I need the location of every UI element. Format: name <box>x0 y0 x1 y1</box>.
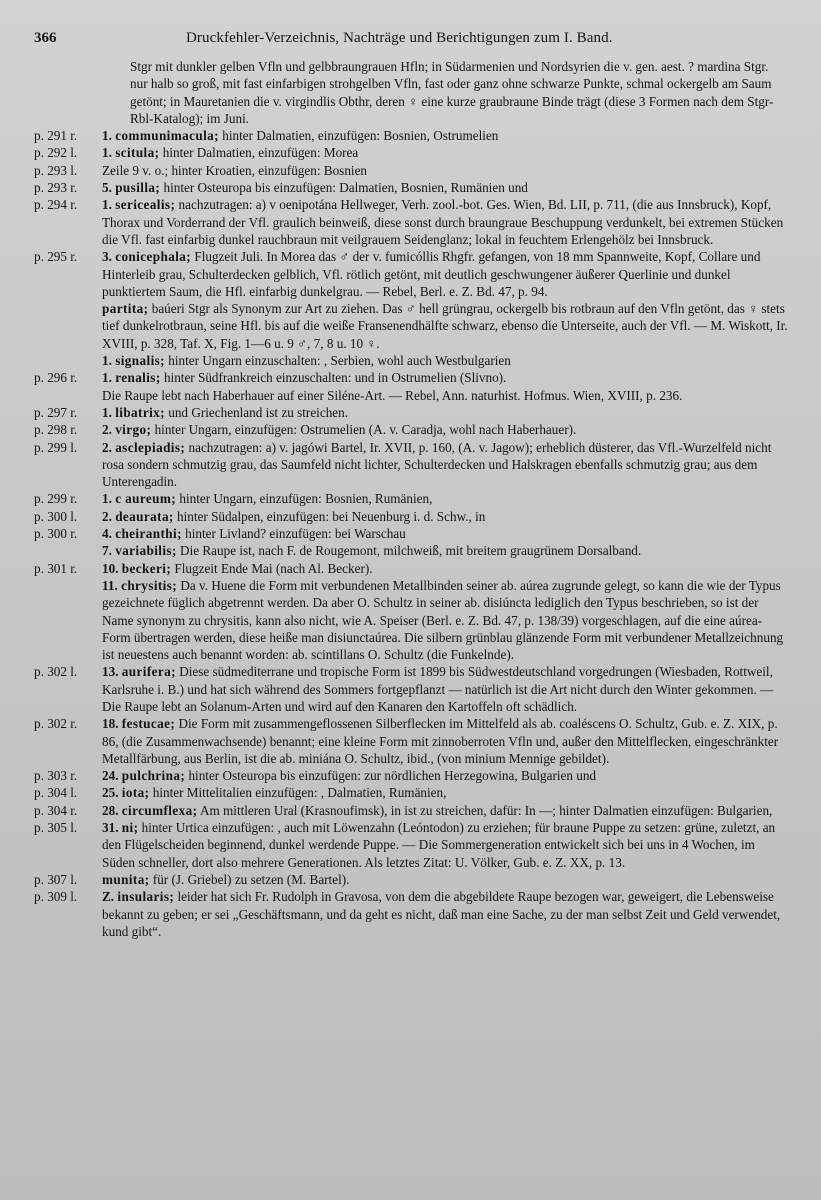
erratum-entry <box>34 715 789 767</box>
entry-number: 1. <box>102 128 116 144</box>
entry-number: 1. <box>102 197 116 213</box>
entry-text: baúeri Stgr als Synonym zur Art zu ziehen. Das ♂ hell grüngrau, ockergelb bis rotbraun auf den Vfln getönt, das ♀ stets tief dunkelrotbraun, seine Hfl. bis auf die weiße Fransenendhälfte schwarz, ebenso die Unterseite, auch der Vfl. — M. Wiskott, Ir. XVIII, p. 328, Taf. X, Fig. 1—6 u. 9 ♂, 7, 8 u. 10 ♀. <box>102 301 788 351</box>
page-reference: p. 299 r. <box>34 491 78 507</box>
page-reference: p. 303 r. <box>34 768 78 784</box>
erratum-entry <box>34 421 789 438</box>
entry-body <box>102 888 789 940</box>
entry-body <box>102 525 789 542</box>
erratum-entry <box>34 300 789 352</box>
page-reference: p. 301 r. <box>34 560 78 576</box>
entry-body <box>102 387 789 404</box>
species-name: conicephala; <box>115 249 192 265</box>
entry-text: Die Form mit zusammengeflossenen Silberflecken im Mittelfeld als ab. coaléscens O. Schultz, Gub. e. Z. XIX, p. 86, (die Zusammenwachsende) benannt; eine kleine Form mit zinnoberroten Vfln und, außer den Mittelflecken, eingeschränkter Metallfärbung, aus Berlin, ist die ab. miniána O. Schultz, ibid., (von minium Mennige gebildet). <box>102 716 779 766</box>
entry-number: 31. <box>102 820 122 836</box>
erratum-entry <box>34 767 789 784</box>
entry-number: 2. <box>102 422 116 438</box>
entry-number: 24. <box>102 768 122 784</box>
page-reference: p. 307 l. <box>34 871 78 887</box>
entry-text: hinter Ungarn, einzufügen: Bosnien, Rumänien, <box>176 491 433 507</box>
page-number: 366 <box>34 30 57 46</box>
page-reference <box>34 300 102 352</box>
page-reference: p. 302 l. <box>34 664 78 680</box>
entry-text: hinter Südalpen, einzufügen: bei Neuenburg i. d. Schw., in <box>173 508 486 524</box>
entries-list <box>34 127 789 940</box>
entry-number: Z. <box>102 889 118 905</box>
entry-body <box>102 196 789 248</box>
species-name: virgo; <box>115 422 152 438</box>
page-reference: p. 298 r. <box>34 422 78 438</box>
page-header <box>34 30 789 52</box>
species-name: sericealis; <box>115 197 176 213</box>
entry-text: hinter Livland? einzufügen: bei Warschau <box>181 526 406 542</box>
species-name: festucae; <box>121 716 176 732</box>
species-name: ni; <box>121 820 139 836</box>
entry-body <box>102 162 789 179</box>
entry-text: leider hat sich Fr. Rudolph in Gravosa, von dem die abgebildete Raupe bezogen war, geweigert, die Lebensweise bekannt zu geben; er sei „Geschäftsmann, und da geht es nicht, daß man eine Sache, zu der man selbst Zeit und Geld verwendet, kund gibt“. <box>102 889 781 939</box>
erratum-entry <box>34 560 789 577</box>
page-reference: p. 296 r. <box>34 370 78 386</box>
entry-text: nachzutragen: a) v. jagówi Bartel, Ir. XVII, p. 160, (A. v. Jagow); erheblich düsterer, das Vfl.-Wurzelfeld nicht rosa sondern schmutzig grau, das Saumfeld nicht lichter, Schulterdecken und Halskragen ebenfalls schmutzig grau; aus dem Unterengadin. <box>102 439 772 490</box>
page-reference: p. 297 r. <box>34 404 78 420</box>
erratum-entry <box>34 490 789 507</box>
entry-body <box>102 144 789 161</box>
entry-number: 18. <box>102 716 122 732</box>
entry-number: 10. <box>102 560 122 576</box>
entry-text: Die Raupe ist, nach F. de Rougemont, milchweiß, mit breitem graugrünem Dorsalband. <box>176 543 642 559</box>
entry-body <box>102 819 789 871</box>
erratum-entry <box>34 387 789 404</box>
entry-number: 1. <box>102 353 116 369</box>
page-reference <box>34 577 102 663</box>
erratum-entry <box>34 127 789 144</box>
entry-number: 3. <box>102 249 116 265</box>
species-name: c aureum; <box>115 491 177 507</box>
erratum-entry <box>34 525 789 542</box>
species-name: insularis; <box>117 889 175 905</box>
erratum-entry <box>34 577 789 663</box>
page-reference: p. 304 l. <box>34 785 78 801</box>
species-name: asclepiadis; <box>115 439 186 455</box>
entry-number: 1. <box>102 145 116 161</box>
entry-number: 1. <box>102 491 116 507</box>
page-reference: p. 293 l. <box>34 162 78 178</box>
entry-number: 13. <box>102 664 122 680</box>
species-name: communimacula; <box>115 128 219 144</box>
entry-number: 7. <box>102 543 116 559</box>
entry-text: hinter Dalmatien, einzufügen: Bosnien, Ostrumelien <box>218 128 499 144</box>
entry-text: Am mittleren Ural (Krasnoufimsk), in ist zu streichen, dafür: In —; hinter Dalmatien einzufügen: Bulgarien, <box>197 802 773 818</box>
entry-body <box>102 871 789 888</box>
intro-paragraph: Stgr mit dunkler gelben Vfln und gelbbraungrauen Hfln; in Südarmenien und Nordsyrien die v. gen. aest. ? mardina Stgr. nur halb so groß, mit fast einfarbigen strohgelben Vfln, fast oder ganz ohne schwarze Punkte, schmal ockergelb am Saum getönt; in Mauretanien die v. virgindlis Obthr, deren ♀ eine kurze graubraune Binde trägt (diese 3 Formen nach dem Stgr-Rbl-Katalog); im Juni. <box>130 59 774 126</box>
entry-body <box>102 369 789 386</box>
entry-text: Diese südmediterrane und tropische Form ist 1899 bis Südwestdeutschland vorgedrungen (Wiesbaden, Rottweil, Karlsruhe i. B.) und hat sich während des Sommers fortgepflanzt — natürlich ist die Art nicht durch den Winter gekommen. — Die Raupe lebt an Solanum-Arten und wird auf den Kanaren den Kartoffeln oft schädlich. <box>102 664 774 714</box>
entry-number: 25. <box>102 785 122 801</box>
species-name: libatrix; <box>115 404 165 420</box>
erratum-entry <box>34 144 789 161</box>
page-reference <box>34 387 102 404</box>
entry-body <box>102 352 789 369</box>
entry-text: Flugzeit Ende Mai (nach Al. Becker). <box>171 560 373 576</box>
entry-body <box>102 404 789 421</box>
erratum-entry <box>34 196 789 248</box>
entry-text: hinter Ungarn, einzufügen: Ostrumelien (A. v. Caradja, wohl nach Haberhauer). <box>151 422 577 438</box>
entry-body <box>102 577 789 663</box>
page-reference: p. 304 r. <box>34 802 78 818</box>
entry-body <box>102 127 789 144</box>
page-reference: p. 302 r. <box>34 716 78 732</box>
species-name: aurifera; <box>121 664 176 680</box>
species-name: chrysitis; <box>121 577 178 593</box>
entry-text: hinter Dalmatien, einzufügen: Morea <box>159 145 359 161</box>
entry-number: 11. <box>102 577 122 593</box>
entry-body <box>102 663 789 715</box>
species-name: partita; <box>102 301 149 317</box>
erratum-entry <box>34 663 789 715</box>
entry-number: 2. <box>102 508 116 524</box>
species-name: scitula; <box>115 145 160 161</box>
page-reference <box>34 542 102 559</box>
entry-body <box>102 542 789 559</box>
entry-text: hinter Ungarn einzuschalten: , Serbien, wohl auch Westbulgarien <box>164 353 511 369</box>
entry-text: hinter Urtica einzufügen: , auch mit Löwenzahn (Leóntodon) zu erziehen; für braune Puppe zu setzen: grüne, zuletzt, an den Flügelscheiden beginnend, dunkel werdende Puppe. — Die Sommergeneration entwickelt sich bei uns in 4 Wochen, im Süden schneller, dort also mehrere Generationen. Als letztes Zitat: U. Völker, Gub. e. Z. XX, p. 13. <box>102 820 776 870</box>
running-title: Druckfehler-Verzeichnis, Nachträge und Berichtigungen zum I. Band. <box>186 30 613 46</box>
entry-text: hinter Südfrankreich einzuschalten: und in Ostrumelien (Slivno). <box>160 370 507 386</box>
page-reference: p. 292 l. <box>34 145 78 161</box>
entry-body <box>102 439 789 491</box>
erratum-entry <box>34 439 789 491</box>
entry-number: 1. <box>102 404 116 420</box>
entry-body <box>102 784 789 801</box>
erratum-entry <box>34 888 789 940</box>
page-reference: p. 300 r. <box>34 526 78 542</box>
entry-number: 4. <box>102 526 116 542</box>
entry-number: 2. <box>102 439 116 455</box>
erratum-entry <box>34 248 789 300</box>
entry-body <box>102 490 789 507</box>
erratum-entry <box>34 871 789 888</box>
page-reference: p. 291 r. <box>34 128 78 144</box>
species-name: iota; <box>121 785 150 801</box>
erratum-entry <box>34 179 789 196</box>
entry-body <box>102 508 789 525</box>
erratum-entry <box>34 352 789 369</box>
species-name: beckeri; <box>121 560 172 576</box>
entry-text: und Griechenland ist zu streichen. <box>164 404 349 420</box>
erratum-entry <box>34 404 789 421</box>
entry-body <box>102 179 789 196</box>
erratum-entry <box>34 784 789 801</box>
page-reference <box>34 352 102 369</box>
page-reference: p. 309 l. <box>34 889 78 905</box>
entry-body <box>102 767 789 784</box>
entry-text: für (J. Griebel) zu setzen (M. Bartel). <box>149 871 350 887</box>
entry-body <box>102 715 789 767</box>
species-name: variabilis; <box>115 543 177 559</box>
species-name: renalis; <box>115 370 161 386</box>
erratum-entry <box>34 802 789 819</box>
species-name: deaurata; <box>115 508 174 524</box>
entry-text: Die Raupe lebt nach Haberhauer auf einer Siléne-Art. — Rebel, Ann. naturhist. Hofmus. Wien, XVIII, p. 236. <box>102 387 683 403</box>
page-reference: p. 294 r. <box>34 197 78 213</box>
page-reference: p. 299 l. <box>34 439 78 455</box>
erratum-entry <box>34 819 789 871</box>
entry-body <box>102 560 789 577</box>
entry-number: 5. <box>102 180 116 196</box>
entry-text: hinter Mittelitalien einzufügen: , Dalmatien, Rumänien, <box>149 785 447 801</box>
species-name: signalis; <box>115 353 165 369</box>
erratum-entry <box>34 542 789 559</box>
entry-body <box>102 248 789 300</box>
entry-text: hinter Osteuropa bis einzufügen: zur nördlichen Herzegowina, Bulgarien und <box>185 768 597 784</box>
entry-number: 28. <box>102 802 122 818</box>
species-name: circumflexa; <box>121 802 198 818</box>
page-reference: p. 295 r. <box>34 249 78 265</box>
erratum-entry <box>34 508 789 525</box>
entry-text: Flugzeit Juli. In Morea das ♂ der v. fumicóllis Rhgfr. gefangen, von 18 mm Spannweite, Kopf, Collare und Hinterleib grau, Schulterdecken gelblich, Vfl. rötlich getönt, mit deutlich geschwungener äußerer Querlinie und dunkel punktiertem Saum, die Hfl. einfarbig dunkelgrau. — Rebel, Berl. e. Z. Bd. 47, p. 94. <box>102 249 761 299</box>
entry-body <box>102 300 789 352</box>
entry-text: nachzutragen: a) v oenipotána Hellweger, Verh. zool.-bot. Ges. Wien, Bd. LII, p. 711, (die aus Innsbruck), Kopf, Thorax und Vorderrand der Vfl. graulich beinweiß, diese sonst durch braungraue Beschuppung verdunkelt, bei extremen Stücken die Vfl. fast einfarbig dunkel rauchbraun mit veilgrauem Seidenglanz; lokal in feuchtem Erlengehölz bei Innsbruck. <box>102 197 784 247</box>
page-reference: p. 293 r. <box>34 180 78 196</box>
entry-text: Da v. Huene die Form mit verbundenen Metallbinden seiner ab. aúrea zugrunde gelegt, so kann die wie der Typus gezeichnete füglich abgetrennt werden. Da aber O. Schultz in seiner ab. disiúncta lediglich den Typus beschrieben, so ist der Name synonym zu chrysitis, kann also nicht, wie A. Speiser (Berl. e. Z. Bd. 47, p. 138/39) vorgeschlagen, auf die eine aúrea-Form übertragen werden, diese heiße man disiunctaúrea. Die silbern grünblau glänzende Form mit verbundener Metallzeichnung ist neuestens auch benannt worden: ab. scintillans O. Schultz (die Funkelnde). <box>102 577 784 663</box>
entry-body <box>102 802 789 819</box>
species-name: munita; <box>102 871 150 887</box>
entry-number: 1. <box>102 370 116 386</box>
species-name: pusilla; <box>115 180 161 196</box>
page-reference: p. 305 l. <box>34 820 78 836</box>
erratum-entry <box>34 369 789 386</box>
entry-text: hinter Osteuropa bis einzufügen: Dalmatien, Bosnien, Rumänien und <box>160 180 528 196</box>
species-name: pulchrina; <box>121 768 186 784</box>
entry-body <box>102 421 789 438</box>
page-reference: p. 300 l. <box>34 508 78 524</box>
entry-text: Zeile 9 v. o.; hinter Kroatien, einzufügen: Bosnien <box>102 162 368 178</box>
erratum-entry <box>34 162 789 179</box>
species-name: cheiranthi; <box>115 526 182 542</box>
